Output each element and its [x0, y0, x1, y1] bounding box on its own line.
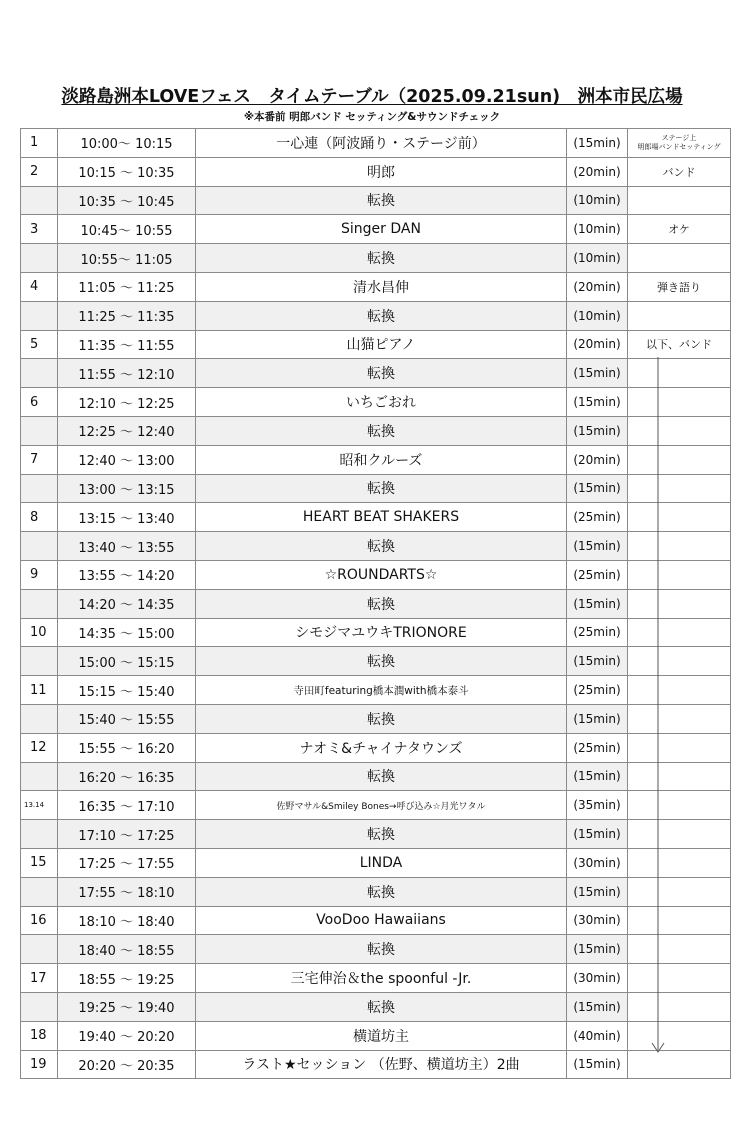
act-name: 清水昌伸 — [196, 272, 567, 301]
duration: (25min) — [567, 503, 628, 532]
act-name: シモジマユウキTRIONORE — [196, 618, 567, 647]
act-name: 転換 — [196, 589, 567, 618]
time-slot: 15:40 ～ 15:55 — [58, 704, 196, 733]
time-slot: 16:20 ～ 16:35 — [58, 762, 196, 791]
time-slot: 18:40 ～ 18:55 — [58, 935, 196, 964]
row-number: 5 — [21, 330, 58, 359]
duration: (10min) — [567, 244, 628, 273]
act-name: 転換 — [196, 244, 567, 273]
time-slot: 12:10 ～ 12:25 — [58, 388, 196, 417]
duration: (25min) — [567, 560, 628, 589]
row-number: 2 — [21, 157, 58, 186]
duration: (15min) — [567, 474, 628, 503]
duration: (10min) — [567, 186, 628, 215]
act-name: 山猫ピアノ — [196, 330, 567, 359]
time-slot: 17:55 ～ 18:10 — [58, 877, 196, 906]
row-number: 17 — [21, 964, 58, 993]
row-number: 12 — [21, 733, 58, 762]
act-name: いちごおれ — [196, 388, 567, 417]
duration: (15min) — [567, 532, 628, 561]
time-slot: 10:35 ～ 10:45 — [58, 186, 196, 215]
duration: (10min) — [567, 215, 628, 244]
act-name: ラスト★セッション （佐野、横道坊主）2曲 — [196, 1050, 567, 1079]
time-slot: 13:00 ～ 13:15 — [58, 474, 196, 503]
time-slot: 11:05 ～ 11:25 — [58, 272, 196, 301]
row-number: 4 — [21, 272, 58, 301]
act-name: 三宅伸治＆the spoonful -Jr. — [196, 964, 567, 993]
duration: (20min) — [567, 157, 628, 186]
time-slot: 19:25 ～ 19:40 — [58, 992, 196, 1021]
time-slot: 17:25 ～ 17:55 — [58, 848, 196, 877]
row-number: 7 — [21, 445, 58, 474]
time-slot: 13:40 ～ 13:55 — [58, 532, 196, 561]
duration: (15min) — [567, 762, 628, 791]
act-name: 転換 — [196, 416, 567, 445]
duration: (30min) — [567, 906, 628, 935]
time-slot: 11:35 ～ 11:55 — [58, 330, 196, 359]
act-name: VooDoo Hawaiians — [196, 906, 567, 935]
time-slot: 14:20 ～ 14:35 — [58, 589, 196, 618]
duration: (15min) — [567, 359, 628, 388]
time-slot: 11:55 ～ 12:10 — [58, 359, 196, 388]
act-name: ナオミ&チャイナタウンズ — [196, 733, 567, 762]
row-number: 13.14 — [21, 791, 58, 820]
duration: (15min) — [567, 992, 628, 1021]
note: バンド — [628, 157, 731, 186]
time-slot: 17:10 ～ 17:25 — [58, 820, 196, 849]
duration: (25min) — [567, 676, 628, 705]
duration: (15min) — [567, 416, 628, 445]
time-slot: 19:40 ～ 20:20 — [58, 1021, 196, 1050]
row-number: 6 — [21, 388, 58, 417]
duration: (25min) — [567, 618, 628, 647]
row-number: 9 — [21, 560, 58, 589]
act-name: 転換 — [196, 877, 567, 906]
time-slot: 12:25 ～ 12:40 — [58, 416, 196, 445]
time-slot: 15:55 ～ 16:20 — [58, 733, 196, 762]
note: オケ — [628, 215, 731, 244]
time-slot: 10:45～ 10:55 — [58, 215, 196, 244]
act-name: 佐野マサル&Smiley Bones→呼び込み☆月光ワタル — [196, 791, 567, 820]
time-slot: 20:20 ～ 20:35 — [58, 1050, 196, 1079]
act-name: Singer DAN — [196, 215, 567, 244]
duration: (20min) — [567, 272, 628, 301]
act-name: 転換 — [196, 704, 567, 733]
act-name: 転換 — [196, 186, 567, 215]
duration: (40min) — [567, 1021, 628, 1050]
duration: (20min) — [567, 330, 628, 359]
row-number: 3 — [21, 215, 58, 244]
note: 弾き語り — [628, 272, 731, 301]
page-title: 淡路島洲本LOVEフェス タイムテーブル（2025.09.21sun) 洲本市民広場 — [61, 87, 683, 107]
act-name: 転換 — [196, 301, 567, 330]
act-name: 転換 — [196, 935, 567, 964]
duration: (15min) — [567, 820, 628, 849]
page-subtitle: ※本番前 明郎バンド セッティング&サウンドチェック — [243, 111, 501, 123]
time-slot: 12:40 ～ 13:00 — [58, 445, 196, 474]
act-name: 転換 — [196, 992, 567, 1021]
act-name: 寺田町featuring橋本潤with橋本泰斗 — [196, 676, 567, 705]
act-name: 転換 — [196, 474, 567, 503]
row-number: 8 — [21, 503, 58, 532]
duration: (15min) — [567, 589, 628, 618]
act-name: 一心連（阿波踊り・ステージ前） — [196, 129, 567, 158]
duration: (25min) — [567, 733, 628, 762]
act-name: LINDA — [196, 848, 567, 877]
duration: (15min) — [567, 935, 628, 964]
time-slot: 10:00～ 10:15 — [58, 129, 196, 158]
duration: (15min) — [567, 704, 628, 733]
time-slot: 16:35 ～ 17:10 — [58, 791, 196, 820]
note: 以下、バンド — [628, 330, 731, 359]
row-number: 16 — [21, 906, 58, 935]
row-number: 10 — [21, 618, 58, 647]
duration: (35min) — [567, 791, 628, 820]
duration: (15min) — [567, 388, 628, 417]
time-slot: 18:55 ～ 19:25 — [58, 964, 196, 993]
time-slot: 10:55～ 11:05 — [58, 244, 196, 273]
time-slot: 15:00 ～ 15:15 — [58, 647, 196, 676]
time-slot: 18:10 ～ 18:40 — [58, 906, 196, 935]
time-slot: 11:25 ～ 11:35 — [58, 301, 196, 330]
duration: (15min) — [567, 647, 628, 676]
act-name: 横道坊主 — [196, 1021, 567, 1050]
note: ステージ上 明郎場バンドセッティング — [628, 129, 731, 158]
time-slot: 13:15 ～ 13:40 — [58, 503, 196, 532]
duration: (15min) — [567, 877, 628, 906]
row-number: 18 — [21, 1021, 58, 1050]
act-name: 明郎 — [196, 157, 567, 186]
duration: (30min) — [567, 964, 628, 993]
time-slot: 13:55 ～ 14:20 — [58, 560, 196, 589]
act-name: 転換 — [196, 532, 567, 561]
time-slot: 10:15 ～ 10:35 — [58, 157, 196, 186]
row-number: 19 — [21, 1050, 58, 1079]
duration: (20min) — [567, 445, 628, 474]
row-number: 15 — [21, 848, 58, 877]
act-name: ☆ROUNDARTS☆ — [196, 560, 567, 589]
act-name: 転換 — [196, 359, 567, 388]
act-name: 転換 — [196, 820, 567, 849]
duration: (30min) — [567, 848, 628, 877]
duration: (15min) — [567, 1050, 628, 1079]
act-name: HEART BEAT SHAKERS — [196, 503, 567, 532]
row-number: 1 — [21, 129, 58, 158]
time-slot: 15:15 ～ 15:40 — [58, 676, 196, 705]
act-name: 転換 — [196, 647, 567, 676]
duration: (15min) — [567, 129, 628, 158]
duration: (10min) — [567, 301, 628, 330]
time-slot: 14:35 ～ 15:00 — [58, 618, 196, 647]
act-name: 昭和クルーズ — [196, 445, 567, 474]
act-name: 転換 — [196, 762, 567, 791]
row-number: 11 — [21, 676, 58, 705]
